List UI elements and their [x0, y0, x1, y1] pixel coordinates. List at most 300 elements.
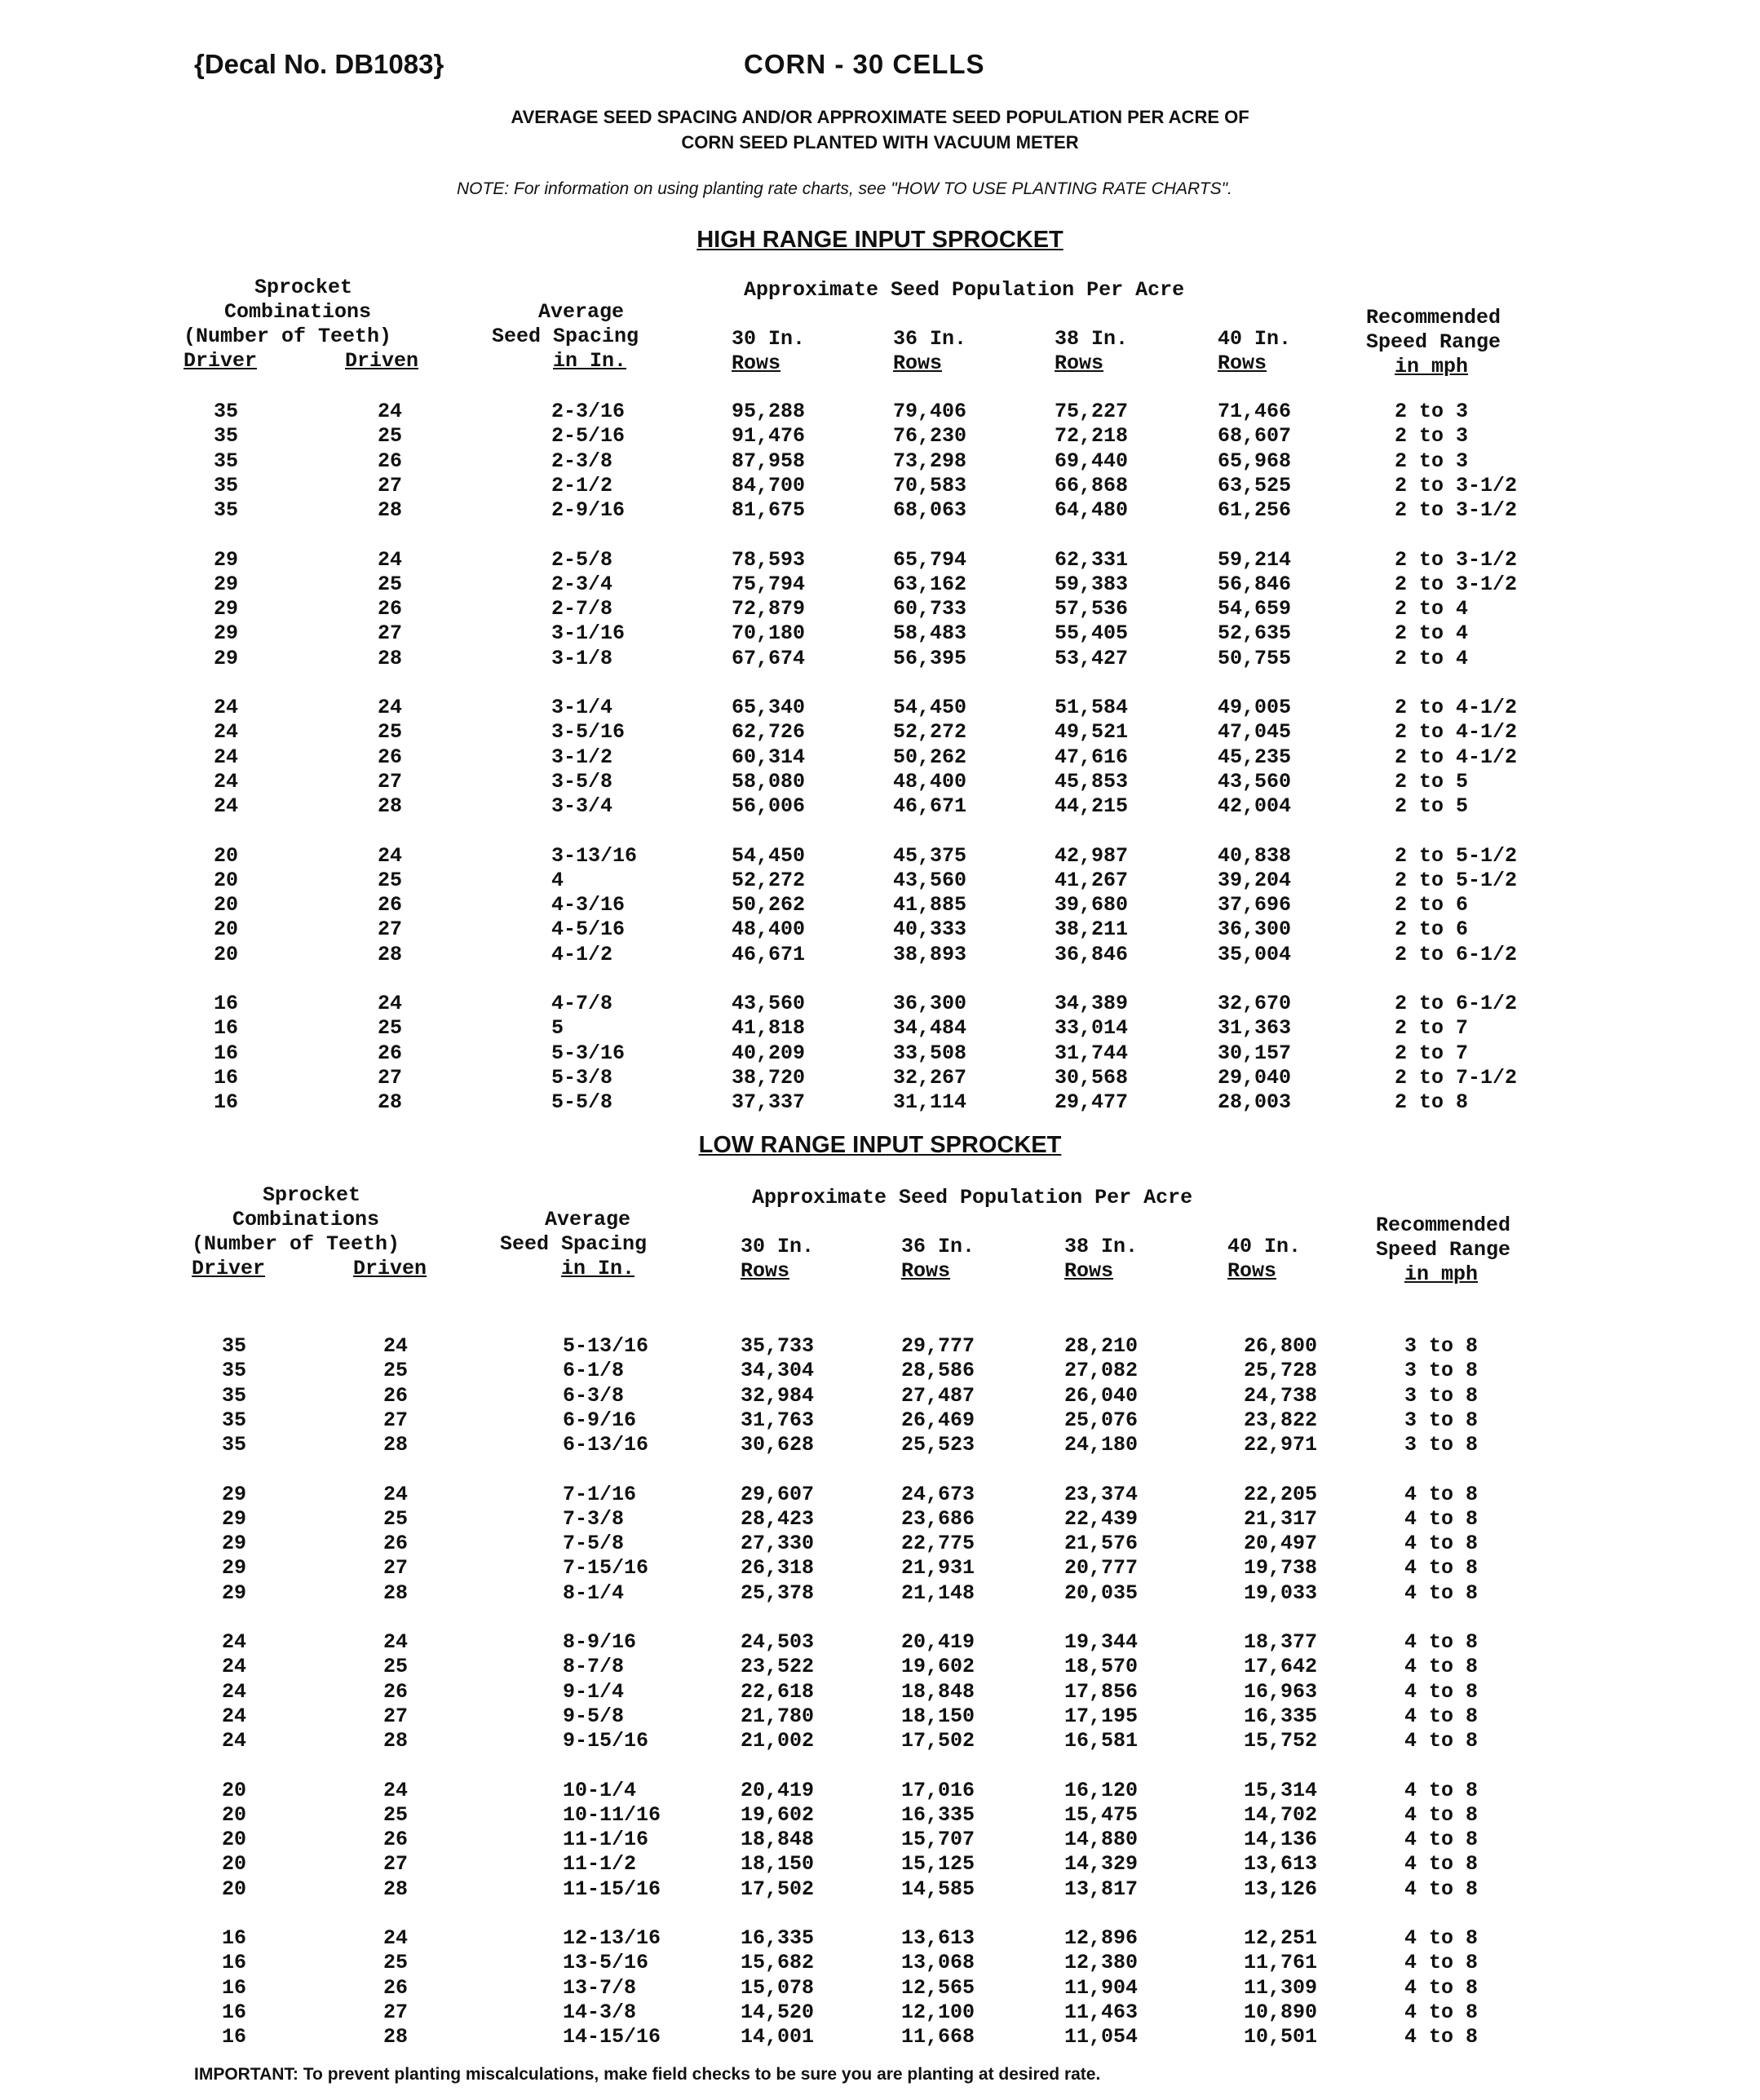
- cell-pop40: 15,752: [1244, 1729, 1318, 1753]
- cell-pop30: 70,180: [732, 621, 806, 646]
- cell-pop36: 18,848: [901, 1679, 975, 1704]
- cell-driver: 35: [214, 473, 239, 497]
- cell-pop38: 11,054: [1064, 2025, 1139, 2049]
- cell-speed: 2 to 5: [1395, 769, 1469, 794]
- cell-pop40: 63,525: [1218, 473, 1292, 497]
- cell-driver: 24: [214, 720, 239, 745]
- cell-pop36: 48,400: [893, 769, 967, 794]
- cell-pop38: 33,014: [1055, 1016, 1129, 1041]
- table-row: [0, 400, 1760, 424]
- cell-driven: 24: [383, 1482, 409, 1506]
- cell-pop36: 26,469: [901, 1408, 975, 1432]
- cell-pop38: 16,120: [1064, 1778, 1139, 1802]
- cell-spacing: 6-3/8: [563, 1383, 625, 1408]
- cell-pop30: 27,330: [741, 1532, 815, 1556]
- table-row: [0, 548, 1760, 573]
- cell-pop40: 24,738: [1244, 1383, 1318, 1408]
- cell-pop30: 95,288: [732, 400, 806, 423]
- cell-pop40: 40,838: [1218, 843, 1292, 868]
- cell-driven: 28: [383, 1581, 409, 1605]
- cell-pop40: 35,004: [1218, 942, 1292, 966]
- cell-driven: 25: [383, 1802, 409, 1827]
- cell-driven: 27: [378, 769, 403, 794]
- cell-driven: 27: [383, 1704, 409, 1728]
- table-row: [0, 2025, 1760, 2049]
- cell-driver: 29: [222, 1506, 247, 1531]
- cell-pop30: 31,763: [741, 1408, 815, 1432]
- cell-driven: 25: [378, 868, 403, 892]
- cell-spacing: 10-1/4: [563, 1778, 637, 1802]
- cell-driven: 24: [378, 696, 403, 719]
- cell-pop40: 19,738: [1244, 1556, 1318, 1581]
- cell-pop40: 12,251: [1244, 1926, 1318, 1950]
- cell-driven: 27: [378, 473, 403, 497]
- cell-speed: 2 to 7: [1395, 1041, 1469, 1065]
- table-row: [0, 474, 1760, 498]
- cell-pop30: 35,733: [741, 1334, 815, 1358]
- cell-speed: 2 to 7-1/2: [1395, 1065, 1518, 1090]
- cell-pop38: 25,076: [1064, 1408, 1139, 1432]
- cell-pop38: 53,427: [1055, 646, 1129, 670]
- low-in-mph-label: in mph: [1404, 1262, 1479, 1286]
- cell-driver: 29: [222, 1532, 247, 1556]
- cell-speed: 2 to 5-1/2: [1395, 868, 1518, 892]
- cell-pop30: 18,150: [741, 1852, 815, 1877]
- cell-speed: 4 to 8: [1404, 1556, 1479, 1581]
- cell-driven: 24: [383, 1334, 409, 1358]
- cell-driver: 24: [214, 794, 239, 819]
- cell-spacing: 3-3/4: [551, 794, 613, 819]
- table-row: [0, 1976, 1760, 2001]
- cell-speed: 2 to 4: [1395, 621, 1469, 646]
- table-row: [0, 1828, 1760, 1852]
- cell-driver: 29: [222, 1581, 247, 1605]
- cell-pop38: 20,035: [1064, 1581, 1139, 1605]
- cell-speed: 4 to 8: [1404, 1852, 1479, 1877]
- cell-pop38: 22,439: [1064, 1506, 1139, 1531]
- cell-pop36: 20,419: [901, 1630, 975, 1654]
- cell-pop40: 11,309: [1244, 1975, 1318, 2000]
- cell-speed: 4 to 8: [1404, 1778, 1479, 1802]
- cell-driver: 16: [222, 1951, 247, 1975]
- cell-pop40: 16,963: [1244, 1679, 1318, 1704]
- cell-driver: 20: [214, 868, 239, 892]
- table-row: [0, 745, 1760, 770]
- high-driven-label: Driven: [345, 349, 419, 373]
- cell-speed: 3 to 8: [1404, 1408, 1479, 1432]
- cell-driven: 26: [378, 745, 403, 769]
- decal-number: {Decal No. DB1083}: [194, 49, 444, 79]
- cell-pop40: 21,317: [1244, 1506, 1318, 1531]
- cell-spacing: 3-5/16: [551, 720, 626, 745]
- cell-pop36: 54,450: [893, 696, 967, 719]
- cell-pop36: 17,016: [901, 1778, 975, 1802]
- table-row: [0, 992, 1760, 1016]
- low-36in-label: 36 In.: [901, 1235, 975, 1258]
- cell-spacing: 3-1/2: [551, 745, 613, 769]
- cell-speed: 2 to 3: [1395, 449, 1469, 473]
- cell-speed: 2 to 3-1/2: [1395, 572, 1518, 596]
- cell-driven: 26: [383, 1532, 409, 1556]
- cell-pop30: 81,675: [732, 498, 806, 523]
- subtitle-line-2: CORN SEED PLANTED WITH VACUUM METER: [681, 132, 1079, 153]
- cell-driven: 25: [383, 1655, 409, 1679]
- table-row: [0, 1334, 1760, 1359]
- cell-pop36: 19,602: [901, 1655, 975, 1679]
- cell-pop38: 17,195: [1064, 1704, 1139, 1728]
- cell-pop30: 38,720: [732, 1065, 806, 1090]
- cell-driven: 26: [383, 1828, 409, 1852]
- cell-driver: 20: [222, 1852, 247, 1877]
- cell-driven: 24: [378, 992, 403, 1015]
- cell-driven: 25: [378, 1016, 403, 1041]
- cell-pop36: 21,148: [901, 1581, 975, 1605]
- cell-speed: 2 to 4: [1395, 597, 1469, 621]
- high-num-teeth-label: (Number of Teeth): [184, 325, 392, 348]
- cell-pop36: 13,068: [901, 1951, 975, 1975]
- table-row: [0, 1704, 1760, 1729]
- cell-pop36: 65,794: [893, 547, 967, 572]
- cell-pop36: 32,267: [893, 1065, 967, 1090]
- high-30in-label: 30 In.: [732, 327, 806, 351]
- cell-pop36: 38,893: [893, 942, 967, 966]
- cell-pop30: 43,560: [732, 992, 806, 1015]
- cell-pop38: 28,210: [1064, 1334, 1139, 1358]
- cell-pop30: 15,078: [741, 1975, 815, 2000]
- cell-pop30: 67,674: [732, 646, 806, 670]
- cell-driver: 24: [214, 696, 239, 719]
- cell-driver: 35: [214, 400, 239, 423]
- cell-spacing: 12-13/16: [563, 1926, 661, 1950]
- cell-speed: 4 to 8: [1404, 1729, 1479, 1753]
- cell-pop36: 22,775: [901, 1532, 975, 1556]
- cell-driver: 24: [222, 1630, 247, 1654]
- cell-pop36: 45,375: [893, 843, 967, 868]
- table-row: [0, 449, 1760, 474]
- cell-driver: 16: [222, 2000, 247, 2024]
- cell-pop36: 50,262: [893, 745, 967, 769]
- cell-spacing: 14-3/8: [563, 2000, 637, 2024]
- cell-driven: 28: [378, 794, 403, 819]
- low-in-in-label: in In.: [561, 1257, 635, 1280]
- cell-pop40: 16,335: [1244, 1704, 1318, 1728]
- table-row: [0, 621, 1760, 646]
- cell-pop40: 45,235: [1218, 745, 1292, 769]
- cell-pop30: 29,607: [741, 1482, 815, 1506]
- cell-spacing: 6-13/16: [563, 1433, 649, 1457]
- cell-driver: 35: [222, 1433, 247, 1457]
- low-seed-spacing-label: Seed Spacing: [500, 1232, 648, 1256]
- cell-pop38: 39,680: [1055, 893, 1129, 917]
- cell-pop38: 14,329: [1064, 1852, 1139, 1877]
- low-38in-label: 38 In.: [1064, 1235, 1139, 1258]
- cell-pop40: 42,004: [1218, 794, 1292, 819]
- cell-pop30: 40,209: [732, 1041, 806, 1065]
- cell-pop40: 59,214: [1218, 547, 1292, 572]
- cell-pop40: 31,363: [1218, 1016, 1292, 1041]
- cell-pop30: 50,262: [732, 893, 806, 917]
- cell-pop38: 64,480: [1055, 498, 1129, 523]
- cell-driver: 16: [214, 992, 239, 1015]
- cell-pop38: 72,218: [1055, 424, 1129, 449]
- table-row: [0, 1556, 1760, 1581]
- cell-pop38: 44,215: [1055, 794, 1129, 819]
- low-speed-range-label: Speed Range: [1376, 1238, 1511, 1262]
- cell-driven: 24: [378, 547, 403, 572]
- cell-pop36: 21,931: [901, 1556, 975, 1581]
- cell-spacing: 4-1/2: [551, 942, 613, 966]
- cell-driven: 26: [378, 597, 403, 621]
- cell-spacing: 4: [551, 868, 564, 892]
- cell-pop36: 16,335: [901, 1802, 975, 1827]
- cell-pop40: 11,761: [1244, 1951, 1318, 1975]
- cell-pop30: 30,628: [741, 1433, 815, 1457]
- table-row: [0, 696, 1760, 720]
- cell-pop38: 34,389: [1055, 992, 1129, 1015]
- cell-pop36: 33,508: [893, 1041, 967, 1065]
- cell-spacing: 7-15/16: [563, 1556, 649, 1581]
- cell-pop40: 61,256: [1218, 498, 1292, 523]
- cell-spacing: 9-15/16: [563, 1729, 649, 1753]
- cell-pop38: 13,817: [1064, 1877, 1139, 1901]
- cell-driven: 25: [378, 424, 403, 449]
- cell-speed: 4 to 8: [1404, 1482, 1479, 1506]
- cell-speed: 4 to 8: [1404, 2025, 1479, 2049]
- cell-spacing: 11-1/16: [563, 1828, 649, 1852]
- cell-spacing: 13-7/8: [563, 1975, 637, 2000]
- cell-driver: 29: [222, 1556, 247, 1581]
- cell-spacing: 3-1/8: [551, 646, 613, 670]
- cell-pop40: 29,040: [1218, 1065, 1292, 1090]
- cell-speed: 2 to 3-1/2: [1395, 498, 1518, 523]
- cell-speed: 2 to 5: [1395, 794, 1469, 819]
- cell-pop30: 14,001: [741, 2025, 815, 2049]
- cell-pop40: 49,005: [1218, 696, 1292, 719]
- table-row: [0, 647, 1760, 671]
- cell-pop30: 23,522: [741, 1655, 815, 1679]
- cell-driver: 35: [214, 424, 239, 449]
- cell-spacing: 6-9/16: [563, 1408, 637, 1432]
- cell-speed: 4 to 8: [1404, 1581, 1479, 1605]
- cell-spacing: 5: [551, 1016, 564, 1041]
- cell-pop38: 17,856: [1064, 1679, 1139, 1704]
- cell-pop40: 68,607: [1218, 424, 1292, 449]
- cell-pop40: 10,890: [1244, 2000, 1318, 2024]
- cell-driven: 25: [383, 1951, 409, 1975]
- low-38in-rows-label: Rows: [1064, 1259, 1114, 1283]
- cell-spacing: 11-15/16: [563, 1877, 661, 1901]
- cell-spacing: 8-9/16: [563, 1630, 637, 1654]
- cell-pop36: 14,585: [901, 1877, 975, 1901]
- cell-pop38: 55,405: [1055, 621, 1129, 646]
- cell-pop36: 52,272: [893, 720, 967, 745]
- cell-pop38: 42,987: [1055, 843, 1129, 868]
- cell-pop40: 32,670: [1218, 992, 1292, 1015]
- cell-driven: 24: [383, 1630, 409, 1654]
- cell-pop38: 59,383: [1055, 572, 1129, 596]
- cell-driver: 35: [222, 1383, 247, 1408]
- cell-spacing: 2-9/16: [551, 498, 626, 523]
- table-row: [0, 720, 1760, 745]
- cell-driven: 27: [383, 1556, 409, 1581]
- table-row: [0, 1090, 1760, 1115]
- cell-speed: 4 to 8: [1404, 1951, 1479, 1975]
- cell-driven: 25: [378, 720, 403, 745]
- low-range-title: [0, 1132, 1760, 1159]
- cell-pop40: 20,497: [1244, 1532, 1318, 1556]
- page-title: CORN - 30 CELLS: [744, 49, 985, 79]
- cell-speed: 4 to 8: [1404, 2000, 1479, 2024]
- table-row: [0, 893, 1760, 917]
- cell-spacing: 2-5/16: [551, 424, 626, 449]
- cell-driven: 27: [378, 917, 403, 942]
- cell-pop30: 87,958: [732, 449, 806, 473]
- table-row: [0, 1384, 1760, 1408]
- cell-driver: 20: [222, 1802, 247, 1827]
- high-range-title: [0, 227, 1760, 254]
- cell-pop30: 17,502: [741, 1877, 815, 1901]
- cell-speed: 2 to 6: [1395, 893, 1469, 917]
- cell-driver: 16: [222, 1975, 247, 2000]
- cell-pop36: 41,885: [893, 893, 967, 917]
- cell-speed: 2 to 6: [1395, 917, 1469, 942]
- cell-pop40: 28,003: [1218, 1090, 1292, 1115]
- cell-driven: 28: [378, 646, 403, 670]
- cell-pop30: 65,340: [732, 696, 806, 719]
- cell-speed: 2 to 4: [1395, 646, 1469, 670]
- high-36in-label: 36 In.: [893, 327, 967, 351]
- cell-driven: 24: [383, 1778, 409, 1802]
- cell-pop40: 43,560: [1218, 769, 1292, 794]
- cell-driver: 24: [214, 745, 239, 769]
- cell-pop40: 14,702: [1244, 1802, 1318, 1827]
- cell-spacing: 2-3/8: [551, 449, 613, 473]
- cell-driver: 24: [214, 769, 239, 794]
- table-row: [0, 1359, 1760, 1383]
- cell-pop38: 14,880: [1064, 1828, 1139, 1852]
- cell-speed: 4 to 8: [1404, 1704, 1479, 1728]
- low-driver-label: Driver: [192, 1257, 266, 1280]
- cell-pop36: 12,100: [901, 2000, 975, 2024]
- cell-pop40: 30,157: [1218, 1041, 1292, 1065]
- cell-driven: 28: [383, 1433, 409, 1457]
- subtitle-line-1: AVERAGE SEED SPACING AND/OR APPROXIMATE SEED POPULATION PER ACRE OF: [511, 107, 1249, 127]
- low-driven-label: Driven: [353, 1257, 427, 1280]
- cell-pop38: 16,581: [1064, 1729, 1139, 1753]
- cell-spacing: 11-1/2: [563, 1852, 637, 1877]
- cell-pop38: 69,440: [1055, 449, 1129, 473]
- cell-spacing: 3-1/4: [551, 696, 613, 719]
- cell-pop30: 32,984: [741, 1383, 815, 1408]
- cell-spacing: 3-13/16: [551, 843, 638, 868]
- cell-driver: 20: [214, 942, 239, 966]
- cell-spacing: 2-3/16: [551, 400, 626, 423]
- cell-pop38: 20,777: [1064, 1556, 1139, 1581]
- table-row: [0, 1680, 1760, 1704]
- cell-driven: 27: [378, 621, 403, 646]
- cell-driven: 27: [383, 1408, 409, 1432]
- table-row: [0, 2001, 1760, 2025]
- cell-driver: 35: [222, 1334, 247, 1358]
- table-row: [0, 917, 1760, 942]
- cell-spacing: 9-5/8: [563, 1704, 625, 1728]
- cell-driver: 35: [222, 1408, 247, 1432]
- cell-pop30: 34,304: [741, 1359, 815, 1383]
- cell-spacing: 8-1/4: [563, 1581, 625, 1605]
- cell-pop36: 18,150: [901, 1704, 975, 1728]
- cell-spacing: 5-5/8: [551, 1090, 613, 1115]
- cell-speed: 4 to 8: [1404, 1975, 1479, 2000]
- high-30in-rows-label: Rows: [732, 351, 781, 375]
- cell-driver: 16: [214, 1041, 239, 1065]
- high-38in-label: 38 In.: [1055, 327, 1129, 351]
- cell-pop30: 60,314: [732, 745, 806, 769]
- cell-driver: 16: [222, 2025, 247, 2049]
- cell-driven: 28: [383, 1877, 409, 1901]
- table-row: [0, 1581, 1760, 1606]
- cell-pop36: 12,565: [901, 1975, 975, 2000]
- cell-driver: 35: [214, 449, 239, 473]
- cell-speed: 3 to 8: [1404, 1334, 1479, 1358]
- cell-pop36: 29,777: [901, 1334, 975, 1358]
- cell-pop38: 12,380: [1064, 1951, 1139, 1975]
- cell-driver: 29: [214, 547, 239, 572]
- cell-spacing: 4-5/16: [551, 917, 626, 942]
- cell-pop30: 56,006: [732, 794, 806, 819]
- table-row: [0, 1779, 1760, 1803]
- cell-pop36: 40,333: [893, 917, 967, 942]
- cell-pop30: 21,780: [741, 1704, 815, 1728]
- cell-speed: 3 to 8: [1404, 1383, 1479, 1408]
- cell-pop38: 21,576: [1064, 1532, 1139, 1556]
- cell-pop40: 19,033: [1244, 1581, 1318, 1605]
- cell-spacing: 2-5/8: [551, 547, 613, 572]
- high-combinations-label: Combinations: [224, 300, 372, 324]
- high-speed-range-label: Speed Range: [1366, 330, 1501, 354]
- table-row: [0, 1852, 1760, 1877]
- cell-driven: 28: [383, 2025, 409, 2049]
- cell-pop30: 24,503: [741, 1630, 815, 1654]
- cell-speed: 4 to 8: [1404, 1655, 1479, 1679]
- cell-driven: 25: [378, 572, 403, 596]
- cell-pop38: 51,584: [1055, 696, 1129, 719]
- high-seed-spacing-label: Seed Spacing: [492, 325, 639, 348]
- cell-pop40: 23,822: [1244, 1408, 1318, 1432]
- cell-pop36: 70,583: [893, 473, 967, 497]
- cell-pop36: 68,063: [893, 498, 967, 523]
- high-approx-pop-label: Approximate Seed Population Per Acre: [744, 278, 1185, 302]
- table-row: [0, 1729, 1760, 1753]
- cell-pop40: 18,377: [1244, 1630, 1318, 1654]
- cell-pop36: 24,673: [901, 1482, 975, 1506]
- cell-pop36: 63,162: [893, 572, 967, 596]
- cell-driven: 28: [383, 1729, 409, 1753]
- cell-pop40: 22,205: [1244, 1482, 1318, 1506]
- cell-driver: 29: [214, 621, 239, 646]
- cell-pop38: 36,846: [1055, 942, 1129, 966]
- cell-pop30: 48,400: [732, 917, 806, 942]
- cell-pop38: 19,344: [1064, 1630, 1139, 1654]
- low-num-teeth-label: (Number of Teeth): [192, 1232, 400, 1256]
- cell-pop36: 31,114: [893, 1090, 967, 1115]
- cell-pop30: 20,419: [741, 1778, 815, 1802]
- cell-spacing: 5-13/16: [563, 1334, 649, 1358]
- high-40in-rows-label: Rows: [1218, 351, 1267, 375]
- cell-driven: 27: [378, 1065, 403, 1090]
- cell-pop36: 79,406: [893, 400, 967, 423]
- cell-driver: 20: [222, 1778, 247, 1802]
- table-row: [0, 1532, 1760, 1556]
